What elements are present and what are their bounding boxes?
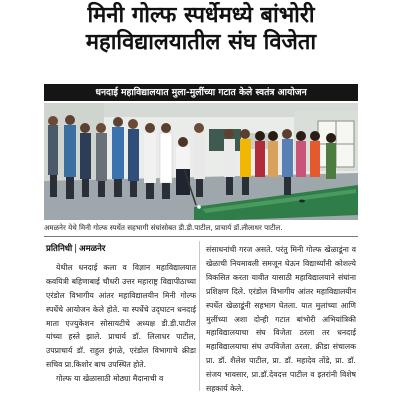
headline <box>52 2 350 56</box>
divider <box>44 236 358 237</box>
subheadline: धनदाई महाविद्यालयात मुला-मुलींच्या गटात केले स्वतंत्र आयोजन <box>44 84 358 101</box>
article-paragraph-2: गोल्फ या खेळासाठी मोठ्या मैदानाची व <box>56 374 164 384</box>
article-column-left <box>46 243 196 386</box>
article-paragraph-3: संसाधनांची गरज असते. परंतु मिनी गोल्फ खेळाडूंना व खेळाची नियमावली समजून घेऊन विद्यार्थ्यांनी कोशल्ये विकसित करता यावीत यासाठी महाविद्यालयाने संघांना प्रशिक्षण दिले. एरंडोल विभागीय आंतर महाविद्यालयीन स्पर्धेत खेळाडूंनी सहभाग घेतला. यात मुलांच्या आणि मुलींच्या अशा दोन्ही गटात बांभोरी अभियांत्रिकी महाविद्यालयाचा संघ विजेता ठरला तर धनदाई महाविद्यालयाचा संघ उपविजेता ठरला. क्रीडा संचालक प्रा. डॉ. शैलेश पाटील, प्रा. डॉ. महादेव तोंडे, प्रा. डॉ. संजय भावसार, प्रा.डॉ.देवदत्त पाटील व इतरांनी विशेष सहकार्य केले. <box>206 245 356 394</box>
dateline-separator: | <box>74 244 78 254</box>
photo-illustration <box>44 103 358 220</box>
headline-line-1: मिनी गोल्फ स्पर्धेमध्ये बांभोरी <box>87 3 315 28</box>
photo-caption: अमळनेर येथे मिनी गोल्फ स्पर्धेत सहभागी संघांसोबत डी.डी.पाटील, प्राचार्य डॉ.लीलाधर पाटील. <box>44 223 283 232</box>
dateline <box>46 243 196 257</box>
article-paragraph-1: येथील धनदाई कला व विज्ञान महाविद्यालयात कवयित्री बहिणाबाई चौधरी उत्तर महाराष्ट्र विद्यापीठाच्या एरंडोल विभागीय आंतर महाविद्यालयीन मिनी गोल्फ स्पर्धेचे आयोजन केले होते. या स्पर्धेचे उद्‌घाटन धनदाई माता एज्युकेशन सोसायटीचे अध्यक्ष डी.डी.पाटील यांच्या हस्ते झाले. प्राचार्य डॉ. लिलाधर पाटील, उपप्राचार्य डॉ. राहुल इंगळे, एरंडोल विभागाचे क्रीडा सचिव प्रा.किशोर बाच उपस्थित होते. <box>46 262 196 370</box>
news-photo <box>44 103 358 220</box>
article-column-right <box>206 243 356 396</box>
dateline-location: अमळनेर <box>79 244 106 254</box>
byline: प्रतिनिधी <box>46 244 73 254</box>
column-divider <box>199 241 200 391</box>
headline-line-2: महाविद्यालयातील संघ विजेता <box>85 30 317 55</box>
